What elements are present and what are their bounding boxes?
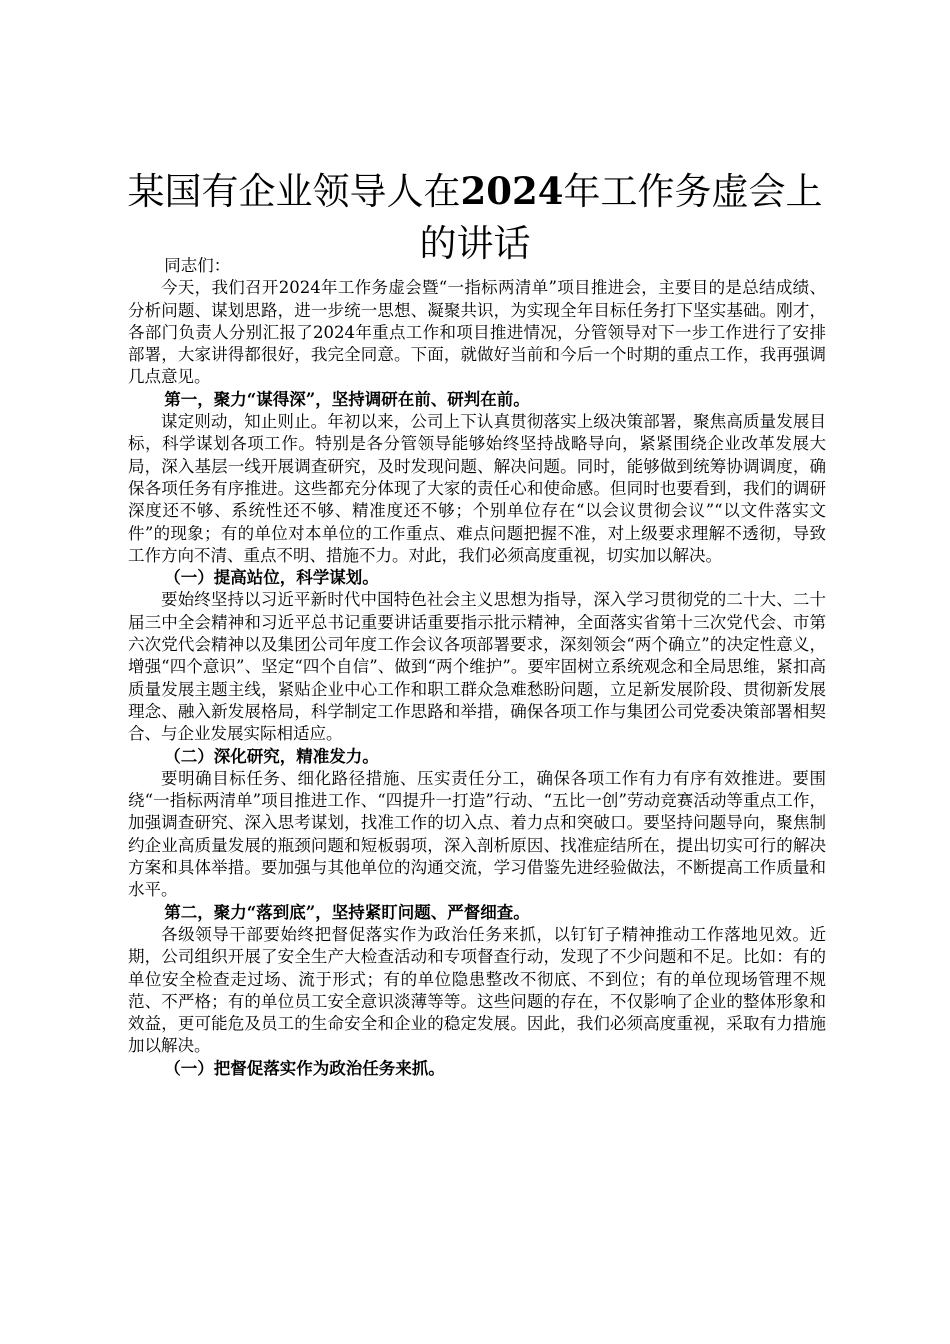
title-part-1: 某国有企业领导人在 (127, 170, 461, 213)
paragraph-subsection-1-2: 要明确目标任务、细化路径措施、压实责任分工，确保各项工作有力有序有效推进。要围绕“一指标两清单”项目推进工作、“四提升一打造”行动、“五比一创”劳动竞赛活动等重点工作，加强调查研究、深入思考谋划，找准工作的切入点、着力点和突破口。要坚持问题导向，聚焦制约企业高质量发展的瓶颈问题和短板弱项，深入剖析原因、找准症结所在，提出切实可行的解决方案和具体举措。要加强与其他单位的沟通交流，学习借鉴先进经验做法，不断提高工作质量和水平。 (128, 768, 826, 900)
title-year: 2024 (460, 169, 564, 213)
salutation: 同志们： (164, 256, 231, 275)
paragraph-section-1: 谋定则动，知止则止。年初以来，公司上下认真贯彻落实上级决策部署，聚焦高质量发展目标，科学谋划各项工作。特别是各分管领导能够始终坚持战略导向，紧紧围绕企业改革发展大局，深入基层一线开展调查研究，及时发现问题、解决问题。同时，能够做到统筹协调调度，确保各项任务有序推进。这些都充分体现了大家的责任心和使命感。但同时也要看到，我们的调研深度还不够、系统性还不够、精准度还不够；个别单位存在“以会议贯彻会议”“以文件落实文件”的现象；有的单位对本单位的工作重点、难点问题把握不准，对上级要求理解不透彻，导致工作方向不清、重点不明、措施不力。对此，我们必须高度重视，切实加以解决。 (128, 412, 826, 565)
section-heading-1: 第一，聚力“谋得深”，坚持调研在前、研判在前。 (164, 389, 530, 409)
subsection-heading-1-1: （一）提高站位，科学谋划。 (164, 568, 379, 588)
document-body (128, 255, 826, 1080)
section-heading-2: 第二，聚力“落到底”，坚持紧盯问题、严督细查。 (164, 902, 530, 922)
title-part-2: 年工作务虚会上的讲话 (419, 170, 823, 265)
subsection-heading-2-1: （一）把督促落实作为政治任务来抓。 (164, 1058, 445, 1078)
paragraph-subsection-1-1: 要始终坚持以习近平新时代中国特色社会主义思想为指导，深入学习贯彻党的二十大、二十届三中全会精神和习近平总书记重要讲话重要指示批示精神，全面落实省第十三次党代会、市第六次党代会精神以及集团公司年度工作会议各项部署要求，深刻领会“两个确立”的决定性意义，增强“四个意识”、坚定“四个自信”、做到“两个维护”。要牢固树立系统观念和全局思维，紧扣高质量发展主题主线，紧贴企业中心工作和职工群众急难愁盼问题，立足新发展阶段、贯彻新发展理念、融入新发展格局，科学制定工作思路和举措，确保各项工作与集团公司党委决策部署相契合、与企业发展实际相适应。 (128, 590, 826, 744)
subsection-heading-1-2: （二）深化研究，精准发力。 (164, 746, 379, 766)
paragraph-intro: 今天，我们召开2024年工作务虚会暨“一指标两清单”项目推进会，主要目的是总结成绩、分析问题、谋划思路，进一步统一思想、凝聚共识，为实现全年目标任务打下坚实基础。刚才，各部门负责人分别汇报了2024年重点工作和项目推进情况，分管领导对下一步工作进行了安排部署，大家讲得都很好，我完全同意。下面，就做好当前和今后一个时期的重点工作，我再强调几点意见。 (128, 278, 826, 387)
paragraph-section-2: 各级领导干部要始终把督促落实作为政治任务来抓，以钉钉子精神推动工作落地见效。近期，公司组织开展了安全生产大检查活动和专项督查行动，发现了不少问题和不足。比如：有的单位安全检查走过场、流于形式；有的单位隐患整改不彻底、不到位；有的单位现场管理不规范、不严格；有的单位员工安全意识淡薄等等。这些问题的存在，不仅影响了企业的整体形象和效益，更可能危及员工的生命安全和企业的稳定发展。因此，我们必须高度重视，采取有力措施加以解决。 (128, 924, 826, 1056)
